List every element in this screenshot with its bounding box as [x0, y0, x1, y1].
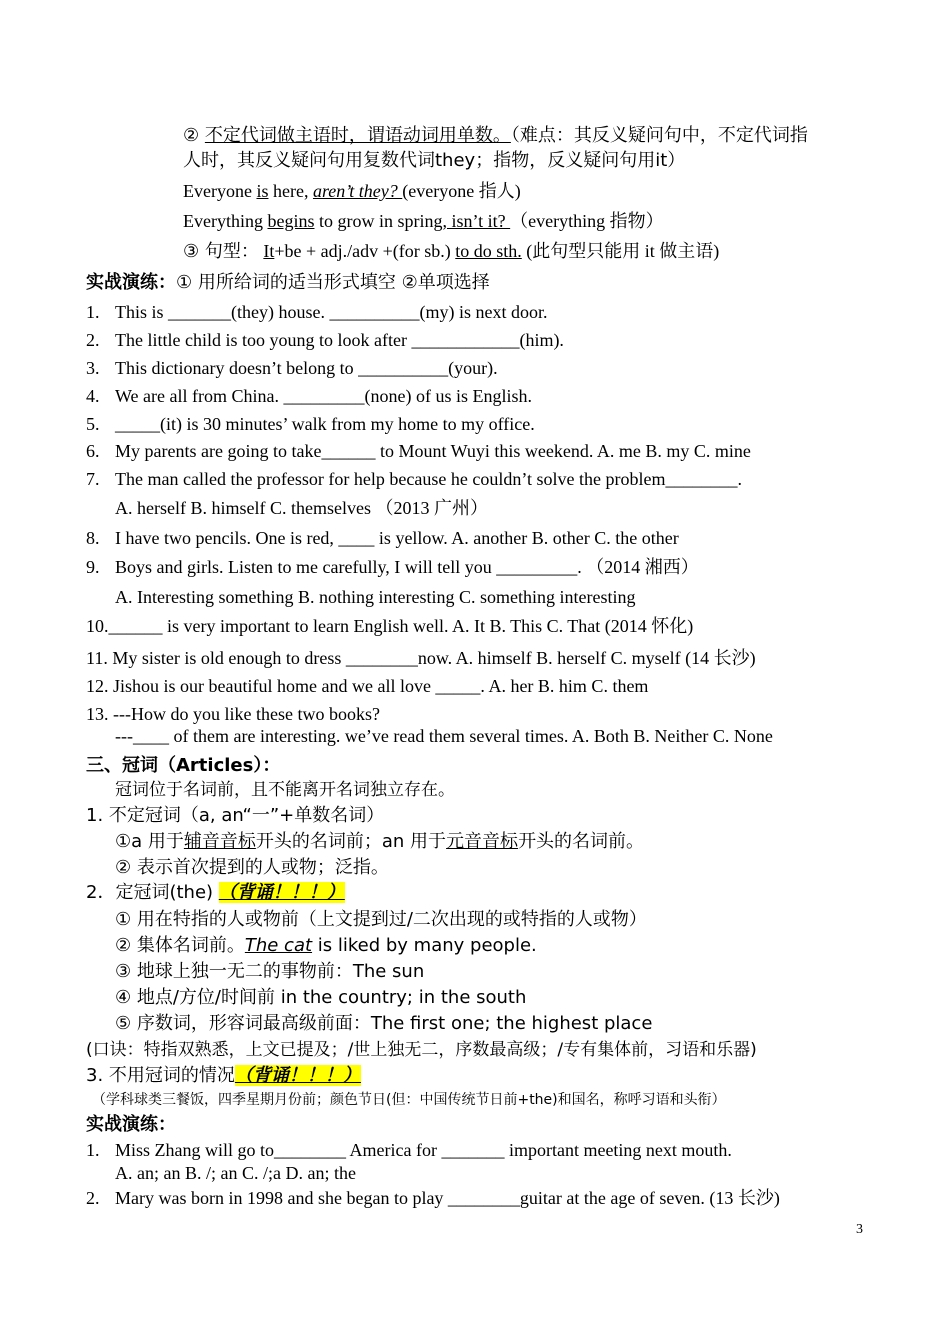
list-item: 4. We are all from China. _________(none) of us is English.	[86, 386, 532, 406]
list-item: 1. This is _______(they) house. __________(my) is next door.	[86, 302, 548, 322]
list-item: 10.______ is very important to learn English well. A. It B. This C. That (2014 怀化)	[86, 616, 694, 636]
recite-highlight: （背诵！！！）	[218, 882, 345, 903]
list-item: 12. Jishou is our beautiful home and we all love _____. A. her B. him C. them	[86, 676, 649, 696]
example-everything: Everything begins to grow in spring, isn’t it? （everything 指物）	[183, 211, 664, 231]
list-item: 7. The man called the professor for help because he couldn’t solve the problem________.	[86, 469, 742, 489]
zero-article-note: （学科球类三餐饭，四季星期月份前；颜色节日(但：中国传统节日前+the)和国名，称呼习语和头衔）	[92, 1092, 726, 1108]
zero-article-title: 3. 不用冠词的情况（背诵！！！）	[86, 1065, 361, 1086]
definite-rule: ⑤ 序数词，形容词最高级前面：The first one; the highest place	[115, 1013, 653, 1034]
rule-2-note-cont: 人时，其反义疑问句用复数代词they；指物，反义疑问句用it）	[183, 150, 686, 171]
mnemonic: (口诀：特指双熟悉，上文已提及；/世上独无二，序数最高级；/专有集体前，习语和乐器)	[86, 1040, 757, 1060]
example-the-cat: The cat	[244, 935, 313, 956]
definite-rule: ③ 地球上独一无二的事物前：The sun	[115, 961, 425, 982]
recite-highlight: （背诵！！！）	[234, 1065, 361, 1086]
rule-3-line: ③ 句型： It+be + adj./adv +(for sb.) to do sth. (此句型只能用 it 做主语)	[183, 241, 720, 262]
definite-rule: ④ 地点/方位/时间前 in the country; in the south	[115, 987, 527, 1008]
verb-is: is	[256, 181, 269, 201]
list-item: 8. I have two pencils. One is red, ____ is yellow. A. another B. other C. the other	[86, 528, 679, 548]
tag-question: aren’t they?	[312, 181, 403, 201]
list-item-cont: ---____ of them are interesting. we’ve read them several times. A. Both B. Neither C. None	[115, 726, 773, 746]
list-item: 13. ---How do you like these two books?	[86, 704, 380, 724]
example-everyone: Everyone is here, aren’t they? (everyone 指人)	[183, 181, 521, 201]
list-item: 5. _____(it) is 30 minutes’ walk from my home to my office.	[86, 414, 535, 434]
list-item: 1. Miss Zhang will go to________ America for _______ important meeting next mouth.	[86, 1140, 732, 1160]
list-item-options: A. herself B. himself C. themselves （2013 广州）	[115, 498, 488, 518]
vowel-phonetic: 元音音标	[446, 831, 519, 852]
list-item-options: A. an; an B. /; an C. /;a D. an; the	[115, 1163, 356, 1183]
rule-2-line	[183, 126, 808, 147]
verb-begins: begins	[267, 211, 315, 231]
definite-rule: ① 用在特指的人或物前（上文提到过/二次出现的或特指的人或物）	[115, 909, 647, 930]
indefinite-article-rule-b: ② 表示首次提到的人或物；泛指。	[115, 857, 389, 878]
list-item-options: A. Interesting something B. nothing interesting C. something interesting	[115, 587, 636, 607]
rule-2-marker: ②	[183, 125, 200, 146]
list-item: 2. The little child is too young to look after ____________(him).	[86, 330, 564, 350]
page-number: 3	[856, 1222, 863, 1237]
consonant-phonetic: 辅音音标	[183, 831, 256, 852]
practice-2-heading: 实战演练：	[86, 1114, 176, 1135]
indefinite-article-title: 1. 不定冠词（a, an“一”+单数名词）	[86, 805, 385, 826]
rule-2-text: 不定代词做主语时，谓语动词用单数。	[204, 125, 511, 146]
list-item: 9. Boys and girls. Listen to me carefully, I will tell you _________. （2014 湘西）	[86, 557, 699, 577]
list-item: 6. My parents are going to take______ to Mount Wuyi this weekend. A. me B. my C. mine	[86, 441, 751, 461]
list-item: 11. My sister is old enough to dress ________now. A. himself B. herself C. myself (14 长沙)	[86, 648, 756, 668]
rule-2-note: （难点：其反义疑问句中，不定代词指	[510, 125, 808, 146]
list-item: 3. This dictionary doesn’t belong to __________(your).	[86, 358, 498, 378]
list-item: 2. Mary was born in 1998 and she began to play ________guitar at the age of seven. (13 长沙)	[86, 1188, 780, 1208]
articles-intro: 冠词位于名词前，且不能离开名词独立存在。	[115, 780, 455, 800]
definite-article-title: 2．定冠词(the) （背诵！！！）	[86, 882, 345, 903]
indefinite-article-rule-a: ①a 用于辅音音标开头的名词前；an 用于元音音标开头的名词前。	[115, 831, 645, 852]
section-heading-articles: 三、冠词（Articles）：	[86, 755, 281, 776]
practice-1-heading: 实战演练：① 用所给词的适当形式填空 ②单项选择	[86, 272, 490, 293]
tag-question: isn’t it?	[446, 211, 511, 231]
definite-rule: ② 集体名词前。The cat is liked by many people.	[115, 935, 537, 956]
